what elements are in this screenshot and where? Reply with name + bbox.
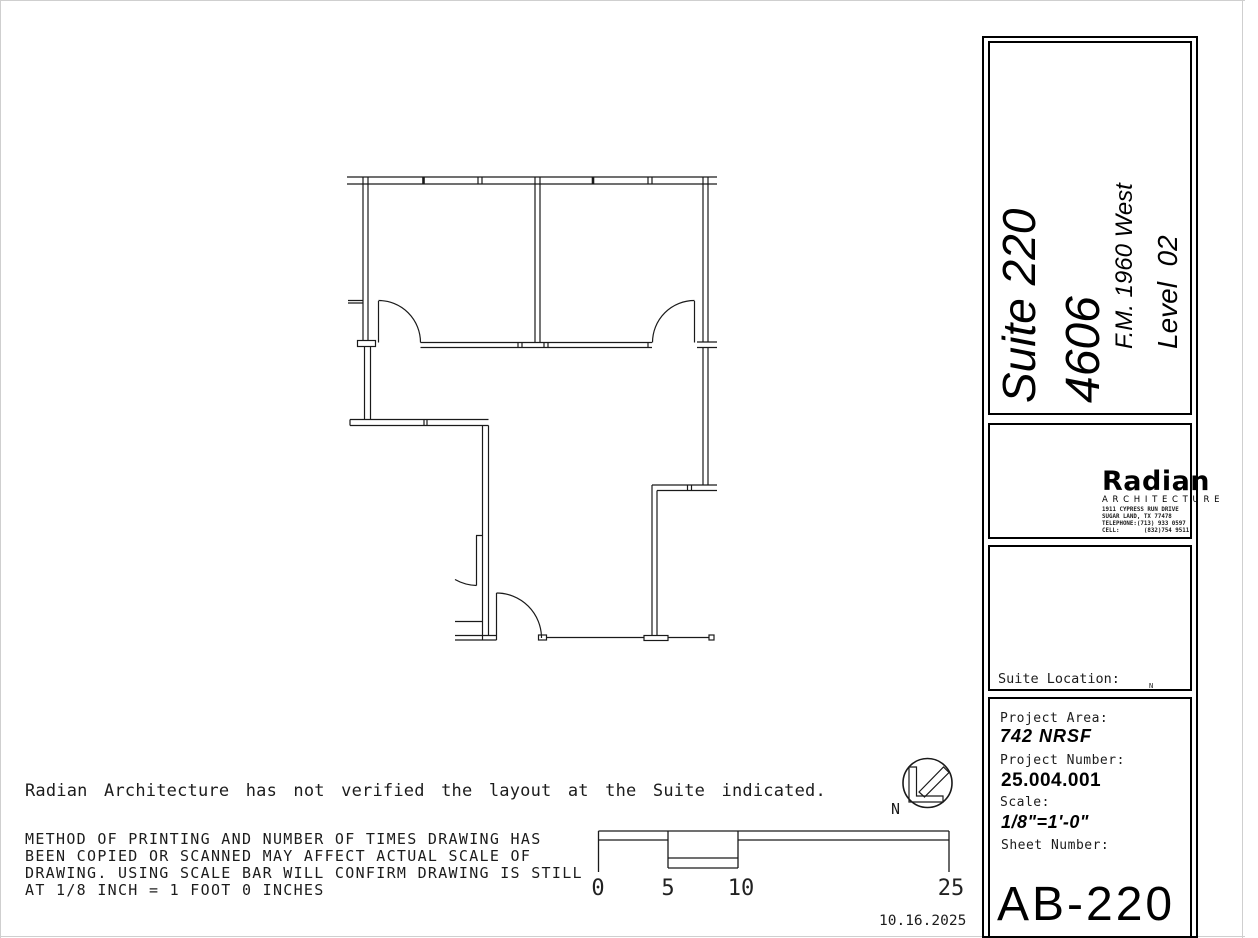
north-arrow-icon <box>903 759 952 808</box>
date-stamp: 10.16.2025 <box>879 913 967 929</box>
project-area-label: Project Area: <box>1000 711 1109 726</box>
project-area-value: 742 NRSF <box>1000 726 1093 746</box>
firm-tagline: A R C H I T E C T U R E <box>1102 495 1221 505</box>
north-label: N <box>891 800 901 818</box>
sheet-number-label: Sheet Number: <box>1001 838 1110 853</box>
address-street: F.M. 1960 West <box>1111 183 1138 349</box>
project-number-label: Project Number: <box>1000 753 1125 768</box>
suite-plan-linework <box>347 177 717 641</box>
firm-address-1: 1911 CYPRESS RUN DRIVE <box>1102 506 1179 513</box>
disclaimer-line-2: BEEN COPIED OR SCANNED MAY AFFECT ACTUAL SCALE OF <box>25 847 532 865</box>
scale-value: 1/8"=1'-0" <box>1001 812 1089 832</box>
firm-address-2: SUGAR LAND, TX 77478 <box>1102 513 1172 520</box>
scale-label-5: 5 <box>661 876 675 901</box>
scale-label: Scale: <box>1000 795 1050 810</box>
scale-label-10: 10 <box>727 876 755 901</box>
project-number-value: 25.004.001 <box>1001 770 1102 791</box>
suite-title: Suite 220 <box>993 208 1045 403</box>
disclaimer-line-1: METHOD OF PRINTING AND NUMBER OF TIMES DRAWING HAS <box>25 830 542 848</box>
scale-label-25: 25 <box>937 876 965 901</box>
scale-label-0: 0 <box>591 876 605 901</box>
disclaimer-line-3: DRAWING. USING SCALE BAR WILL CONFIRM DRAWING IS STILL <box>25 864 583 882</box>
disclaimer-line-4: AT 1/8 INCH = 1 FOOT 0 INCHES <box>25 881 325 899</box>
firm-name: Radian <box>1102 466 1211 497</box>
scale-bar <box>599 831 950 872</box>
scale-bar-labels <box>591 876 964 901</box>
printing-disclaimer <box>25 831 583 899</box>
firm-phone: TELEPHONE:(713) 933 0597 <box>1102 520 1186 527</box>
firm-cell: CELL: (832)754 9511 <box>1102 527 1190 534</box>
address-number: 4606 <box>1057 296 1110 403</box>
titleblock-location-box <box>988 545 1192 691</box>
north-label-small: N <box>1149 682 1154 690</box>
sheet-number-value: AB-220 <box>997 878 1176 931</box>
level-label: Level 02 <box>1152 235 1183 349</box>
verification-note: Radian Architecture has not verified the layout at the Suite indicated. <box>25 781 826 801</box>
suite-location-label: Suite Location: <box>998 671 1120 687</box>
